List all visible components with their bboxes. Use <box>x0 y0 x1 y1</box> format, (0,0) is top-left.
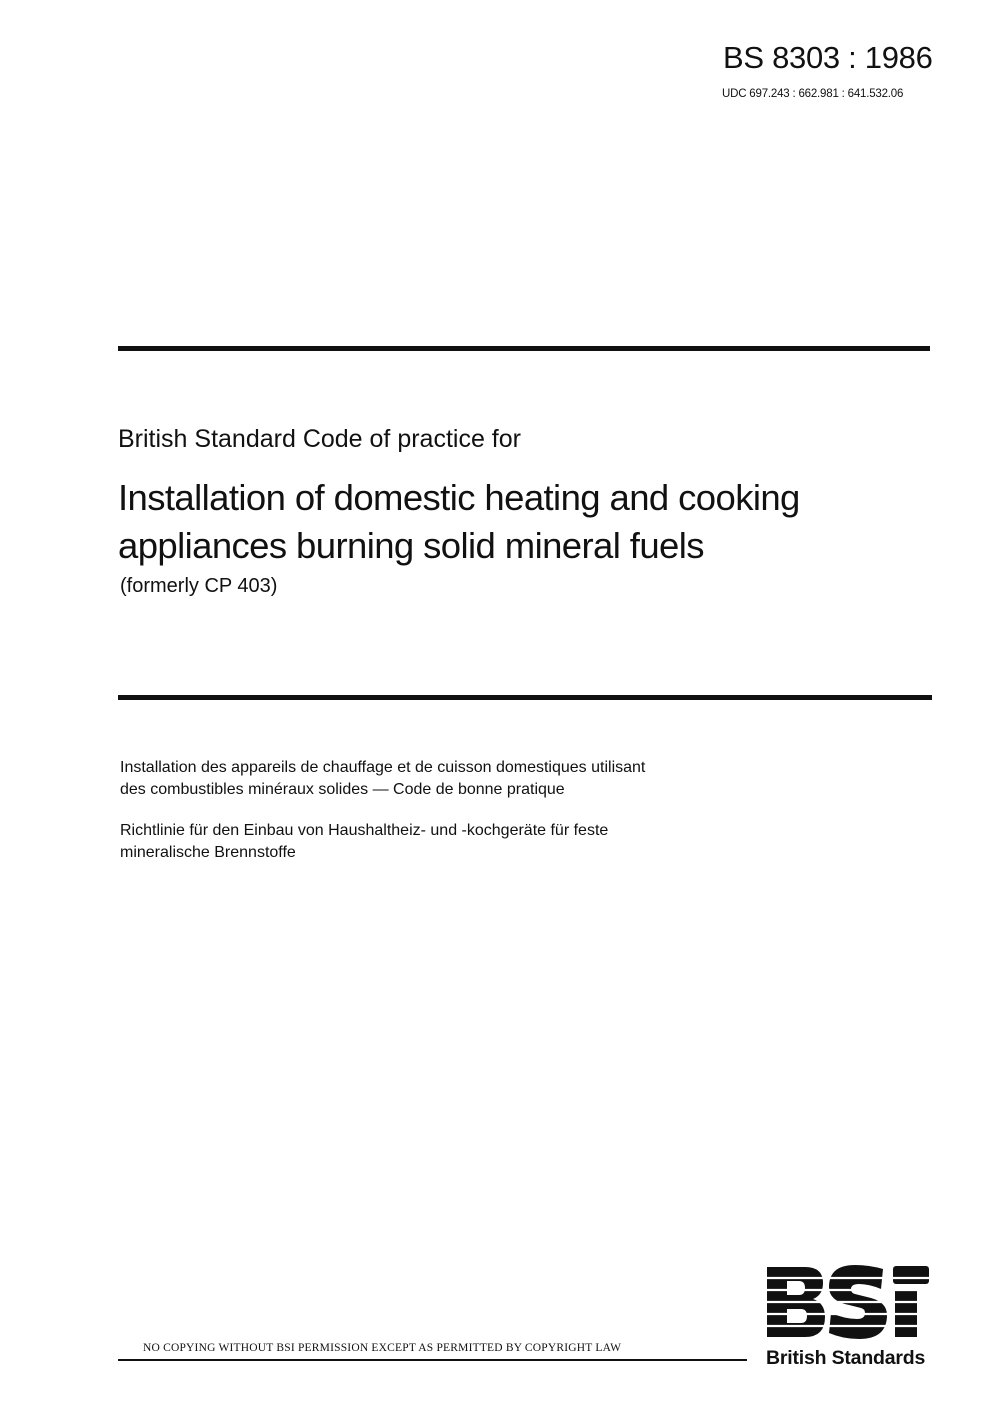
middle-divider <box>118 695 932 700</box>
copyright-notice: NO COPYING WITHOUT BSI PERMISSION EXCEPT AS PERMITTED BY COPYRIGHT LAW <box>143 1342 622 1354</box>
title-line-1: Installation of domestic heating and cooking <box>118 477 800 518</box>
french-title-line-2: des combustibles minéraux solides — Code de bonne pratique <box>120 781 565 798</box>
title-line-2: appliances burning solid mineral fuels <box>118 525 704 566</box>
bsi-logo-icon <box>765 1263 945 1341</box>
german-title <box>120 820 608 864</box>
udc-classification: UDC 697.243 : 662.981 : 641.532.06 <box>722 88 904 100</box>
french-title <box>120 757 645 801</box>
document-type: British Standard Code of practice for <box>118 425 521 453</box>
french-title-line-1: Installation des appareils de chauffage et de cuisson domestiques utilisant <box>120 759 646 776</box>
bsi-logo-caption: British Standards <box>766 1347 926 1369</box>
document-title <box>118 474 800 570</box>
former-designation: (formerly CP 403) <box>120 575 278 597</box>
standard-number: BS 8303 : 1986 <box>723 40 933 75</box>
german-title-line-1: Richtlinie für den Einbau von Haushaltheiz- und -kochgeräte für feste <box>120 822 609 839</box>
german-title-line-2: mineralische Brennstoffe <box>120 844 296 861</box>
copyright-underline <box>118 1359 747 1361</box>
top-divider <box>118 346 930 351</box>
